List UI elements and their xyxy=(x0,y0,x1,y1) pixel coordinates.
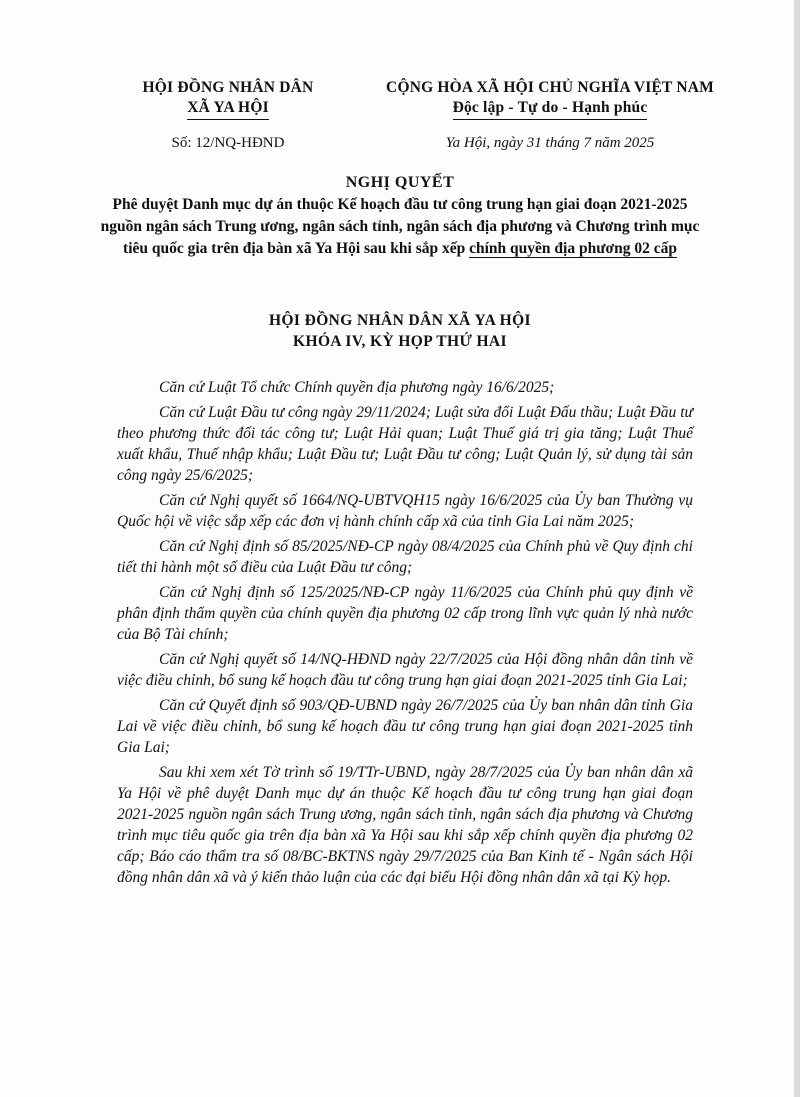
document-subtitle xyxy=(100,194,700,260)
subtitle-underlined: chính quyền địa phương 02 cấp xyxy=(469,240,677,257)
council-name: HỘI ĐỒNG NHÂN DÂN XÃ YA HỘI xyxy=(269,312,531,329)
issuing-authority xyxy=(118,78,338,120)
legal-basis-paragraph: Căn cứ Luật Đầu tư công ngày 29/11/2024; Luật sửa đổi Luật Đấu thầu; Luật Đầu tư theo phương thức đối tác công tư; Luật Hải quan; Luật Thuế giá trị gia tăng; Luật Thuế xuất khẩu, Thuế nhập khẩu; Luật Đầu tư; Luật Đầu tư công; Luật Quản lý, sử dụng tài sản công ngày 25/6/2025; xyxy=(117,404,693,484)
legal-basis-paragraph: Căn cứ Nghị quyết số 14/NQ-HĐND ngày 22/7/2025 của Hội đồng nhân dân tỉnh về việc điều chỉnh, bổ sung kế hoạch đầu tư công trung hạn giai đoạn 2021-2025 tỉnh Gia Lai; xyxy=(117,651,693,689)
authority-name: HỘI ĐỒNG NHÂN DÂN xyxy=(142,79,314,96)
place-and-date: Ya Hội, ngày 31 tháng 7 năm 2025 xyxy=(445,135,655,151)
legal-bases xyxy=(117,377,693,892)
document-type-heading: NGHỊ QUYẾT xyxy=(345,174,455,191)
legal-basis-paragraph: Sau khi xem xét Tờ trình số 19/TTr-UBND, ngày 28/7/2025 của Ủy ban nhân dân xã Ya Hội về phê duyệt Danh mục dự án thuộc Kế hoạch đầu tư công trung hạn giai đoạn 2021-2025 nguồn ngân sách Trung ương, ngân sách tỉnh, ngân sách địa phương và Chương trình mục tiêu quốc gia trên địa bàn xã Ya Hội sau khi sắp xếp chính quyền địa phương 02 cấp; Báo cáo thẩm tra số 08/BC-BKTNS ngày 29/7/2025 của Ban Kinh tế - Ngân sách Hội đồng nhân dân xã và ý kiến thảo luận của các đại biểu Hội đồng nhân dân xã tại Kỳ họp. xyxy=(117,764,693,886)
nation-name: CỘNG HÒA XÃ HỘI CHỦ NGHĨA VIỆT NAM xyxy=(386,79,714,96)
legal-basis-paragraph: Căn cứ Nghị quyết số 1664/NQ-UBTVQH15 ngày 16/6/2025 của Ủy ban Thường vụ Quốc hội về việc sắp xếp các đơn vị hành chính cấp xã của tỉnh Gia Lai năm 2025; xyxy=(117,492,693,530)
council-heading xyxy=(100,310,700,352)
motto: Độc lập - Tự do - Hạnh phúc xyxy=(453,98,648,120)
national-motto xyxy=(350,78,750,120)
document-title-block xyxy=(100,172,700,260)
legal-basis-paragraph: Căn cứ Nghị định số 85/2025/NĐ-CP ngày 08/4/2025 của Chính phủ về Quy định chi tiết thi hành một số điều của Luật Đầu tư công; xyxy=(117,538,693,576)
legal-basis-paragraph: Căn cứ Quyết định số 903/QĐ-UBND ngày 26/7/2025 của Ủy ban nhân dân tỉnh Gia Lai về việc điều chỉnh, bổ sung kế hoạch đầu tư công trung hạn giai đoạn 2021-2025 tỉnh Gia Lai; xyxy=(117,697,693,756)
scan-edge xyxy=(794,0,800,1097)
subtitle-main: Phê duyệt Danh mục dự án thuộc Kế hoạch đầu tư công trung hạn giai đoạn 2021-2025 nguồn ngân sách Trung ương, ngân sách tỉnh, ngân sách địa phương và Chương trình mục tiêu quốc gia trên địa bàn xã Ya Hội sau khi sắp xếp xyxy=(100,196,700,257)
legal-basis-paragraph: Căn cứ Nghị định số 125/2025/NĐ-CP ngày 11/6/2025 của Chính phủ quy định về phân định thẩm quyền của chính quyền địa phương 02 cấp trong lĩnh vực quản lý nhà nước của Bộ Tài chính; xyxy=(117,584,693,643)
document-number: Số: 12/NQ-HĐND xyxy=(171,135,285,151)
authority-unit: XÃ YA HỘI xyxy=(187,98,269,120)
legal-basis-paragraph: Căn cứ Luật Tổ chức Chính quyền địa phương ngày 16/6/2025; xyxy=(159,379,555,396)
council-session: KHÓA IV, KỲ HỌP THỨ HAI xyxy=(293,333,507,350)
